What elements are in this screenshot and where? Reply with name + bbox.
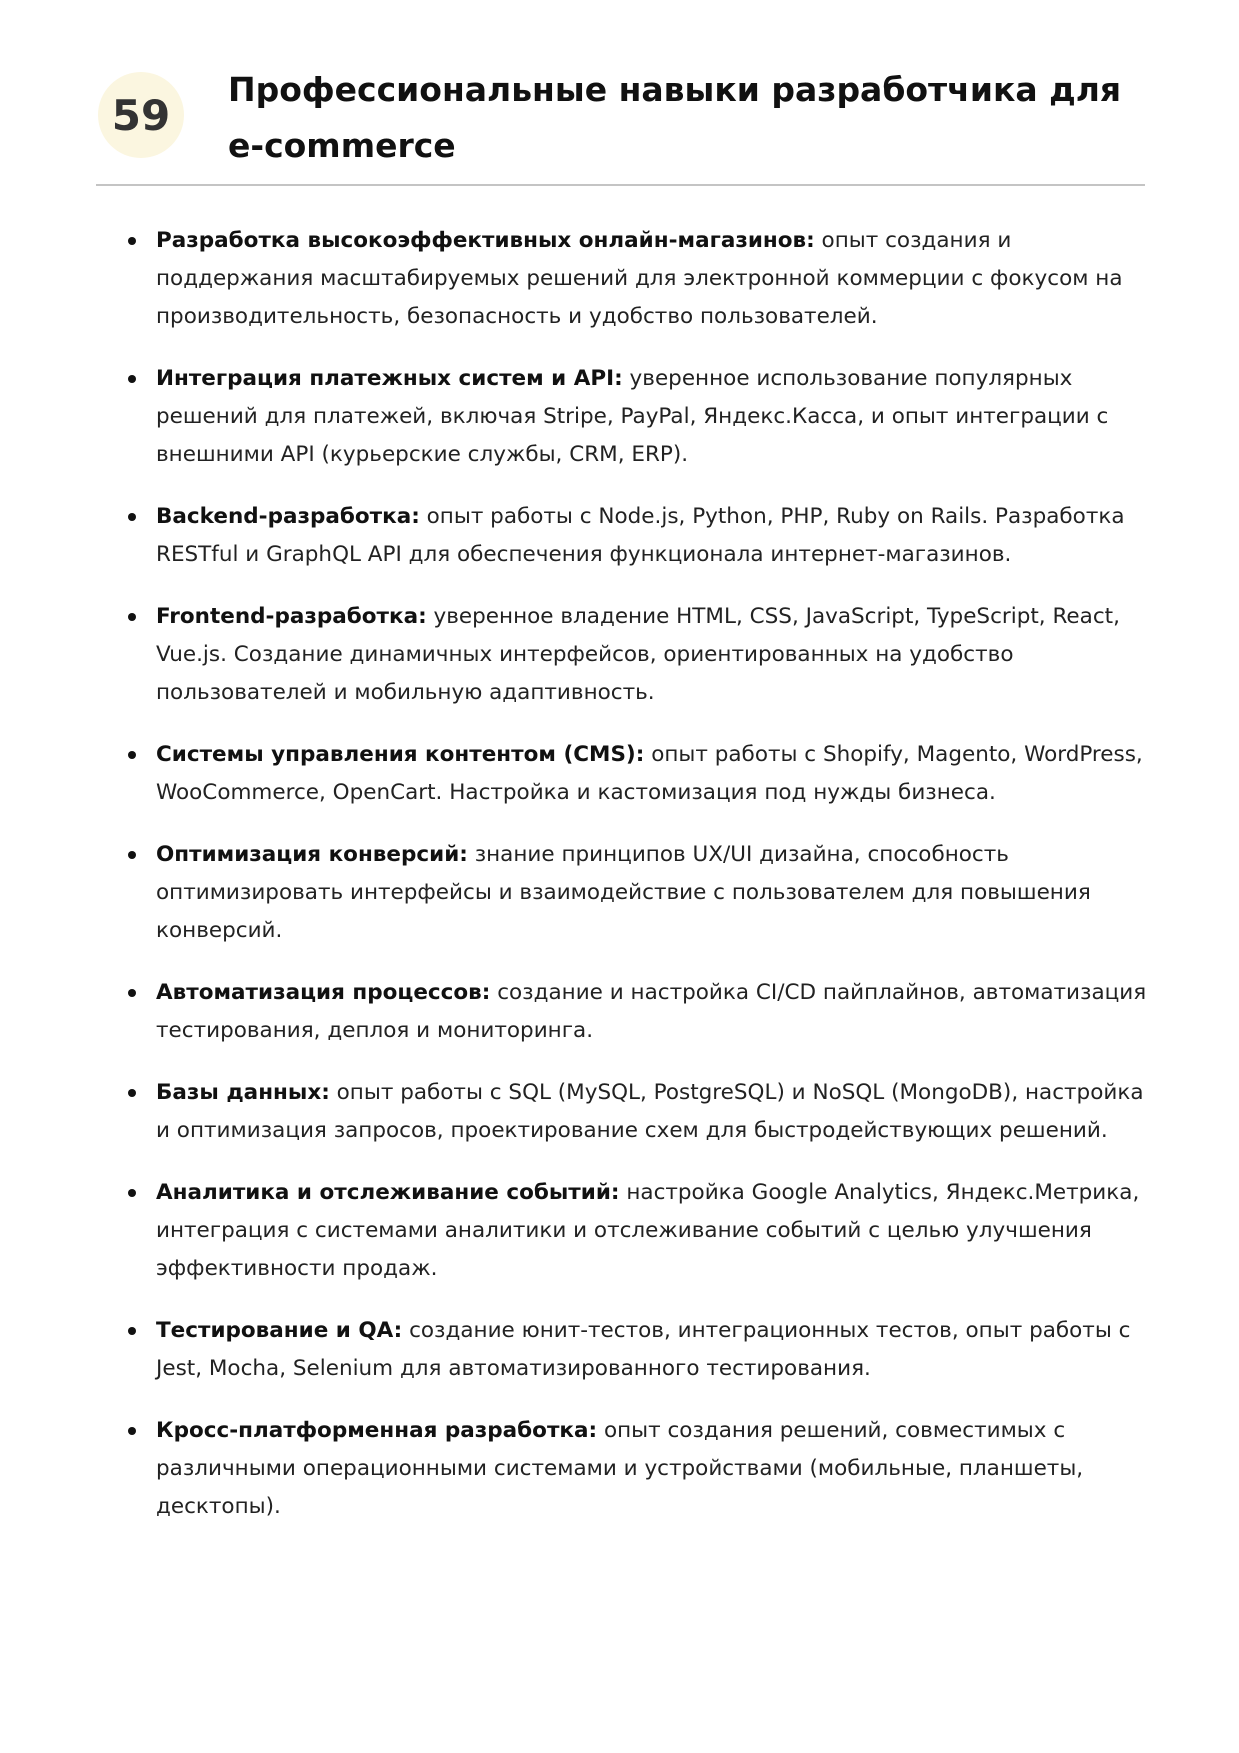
skill-name: Аналитика и отслеживание событий: xyxy=(156,1180,620,1205)
skill-description: настройка Google Analytics, Яндекс.Метрика, интеграция с системами аналитики и отслеживание событий с целью улучшения эффективности продаж. xyxy=(156,1180,1140,1281)
skill-description: знание принципов UX/UI дизайна, способность оптимизировать интерфейсы и взаимодействие с пользователем для повышения конверсий. xyxy=(156,842,1091,943)
page-number-badge: 59 xyxy=(98,72,184,158)
skill-description: опыт создания и поддержания масштабируемых решений для электронной коммерции с фокусом на производительность, безопасность и удобство пользователей. xyxy=(156,228,1123,329)
skill-name: Backend-разработка: xyxy=(156,504,420,529)
skill-name: Тестирование и QA: xyxy=(156,1318,403,1343)
list-item xyxy=(128,974,1148,1050)
skill-name: Разработка высокоэффективных онлайн-магазинов: xyxy=(156,228,815,253)
skill-description: опыт работы с SQL (MySQL, PostgreSQL) и NoSQL (MongoDB), настройка и оптимизация запросов, проектирование схем для быстродействующих решений. xyxy=(156,1080,1144,1143)
skill-name: Кросс-платформенная разработка: xyxy=(156,1418,598,1443)
bullet-icon xyxy=(128,1327,136,1335)
list-item xyxy=(128,1174,1148,1288)
bullet-icon xyxy=(128,375,136,383)
list-item xyxy=(128,1074,1148,1150)
bullet-icon xyxy=(128,237,136,245)
bullet-icon xyxy=(128,613,136,621)
bullet-icon xyxy=(128,1189,136,1197)
bullet-icon xyxy=(128,1089,136,1097)
bullet-icon xyxy=(128,1427,136,1435)
skill-name: Frontend-разработка: xyxy=(156,604,427,629)
page-title: Профессиональные навыки разработчика для e-commerce xyxy=(228,70,1122,165)
bullet-icon xyxy=(128,851,136,859)
bullet-icon xyxy=(128,751,136,759)
page-header xyxy=(96,60,1145,186)
list-item xyxy=(128,736,1148,812)
skills-list xyxy=(128,222,1148,1550)
skill-description: уверенное использование популярных решений для платежей, включая Stripe, PayPal, Яндекс.Касса, и опыт интеграции с внешними API (курьерские службы, CRM, ERP). xyxy=(156,366,1109,467)
skill-description: опыт создания решений, совместимых с различными операционными системами и устройствами (мобильные, планшеты, десктопы). xyxy=(156,1418,1084,1519)
skill-description: опыт работы с Node.js, Python, PHP, Ruby on Rails. Разработка RESTful и GraphQL API для обеспечения функционала интернет-магазинов. xyxy=(156,504,1125,567)
skill-name: Базы данных: xyxy=(156,1080,330,1105)
skill-name: Автоматизация процессов: xyxy=(156,980,491,1005)
list-item xyxy=(128,222,1148,336)
skill-description: создание юнит-тестов, интеграционных тестов, опыт работы с Jest, Mocha, Selenium для автоматизированного тестирования. xyxy=(156,1318,1131,1381)
bullet-icon xyxy=(128,989,136,997)
skill-name: Интеграция платежных систем и API: xyxy=(156,366,623,391)
skill-description: уверенное владение HTML, CSS, JavaScript, TypeScript, React, Vue.js. Создание динамичных интерфейсов, ориентированных на удобство пользователей и мобильную адаптивность. xyxy=(156,604,1120,705)
list-item xyxy=(128,836,1148,950)
bullet-icon xyxy=(128,513,136,521)
list-item xyxy=(128,498,1148,574)
skill-description: создание и настройка CI/CD пайплайнов, автоматизация тестирования, деплоя и мониторинга. xyxy=(156,980,1147,1043)
list-item xyxy=(128,598,1148,712)
list-item xyxy=(128,1412,1148,1526)
skill-name: Системы управления контентом (CMS): xyxy=(156,742,645,767)
list-item xyxy=(128,1312,1148,1388)
skill-name: Оптимизация конверсий: xyxy=(156,842,468,867)
list-item xyxy=(128,360,1148,474)
skill-description: опыт работы с Shopify, Magento, WordPress, WooCommerce, OpenCart. Настройка и кастомизация под нужды бизнеса. xyxy=(156,742,1143,805)
